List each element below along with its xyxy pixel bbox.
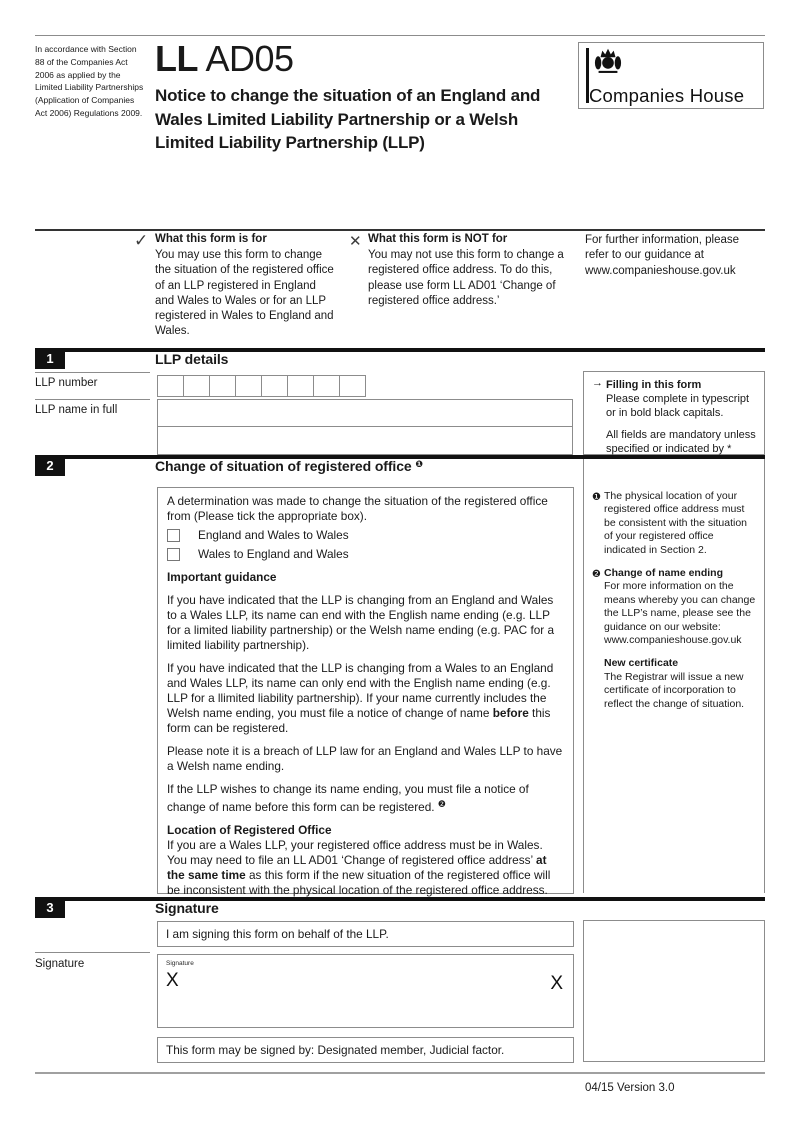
new-certificate-text: The Registrar will issue a new certificate of incorporation to reflect the change of situation. bbox=[604, 670, 745, 710]
section1-number: 1 bbox=[35, 348, 65, 369]
p5-pre: If you are a Wales LLP, your registered office address must be in Wales. You may need to file an LL AD01 ‘Change of registered office address’ bbox=[167, 838, 543, 867]
footnote-2-heading: Change of name ending bbox=[604, 567, 724, 580]
guidance-paragraph-1: If you have indicated that the LLP is changing from an England and Wales to a Wales LLP, its name can end with the English name ending (e.g. LLP for a limited liability partnership) or the Welsh name ending (e.g. PAC for a limited liability partnership). bbox=[167, 593, 555, 652]
llp-number-cell[interactable] bbox=[339, 375, 366, 397]
section2-main-box bbox=[157, 487, 574, 897]
arrow-icon: → bbox=[592, 377, 603, 389]
form-is-for-heading: What this form is for bbox=[155, 233, 267, 245]
section2-title-text: Change of situation of registered office bbox=[155, 458, 412, 474]
checkbox-row-w-to-ew bbox=[167, 547, 563, 562]
p5-bold: at the same time bbox=[167, 853, 547, 882]
llp-number-cell[interactable] bbox=[209, 375, 236, 397]
llp-name-row-2[interactable] bbox=[157, 426, 573, 455]
section1-bar bbox=[35, 348, 765, 352]
location-heading: Location of Registered Office bbox=[167, 823, 332, 837]
llp-number-cell[interactable] bbox=[235, 375, 262, 397]
p4-text: If the LLP wishes to change its name ending, you must file a notice of change of name before this form can be registered. bbox=[167, 782, 529, 814]
guidance-paragraph-2 bbox=[167, 661, 563, 736]
signature-side-box bbox=[583, 920, 765, 1062]
new-certificate-heading: New certificate bbox=[604, 657, 679, 670]
footnote-1-marker: ❶ bbox=[415, 459, 424, 469]
section3-bar bbox=[35, 897, 765, 901]
filling-in-note bbox=[583, 371, 765, 455]
form-code-prefix: LL bbox=[155, 38, 198, 79]
llp-number-cell[interactable] bbox=[287, 375, 314, 397]
important-guidance-heading: Important guidance bbox=[167, 570, 277, 584]
checkbox-label: England and Wales to Wales bbox=[198, 528, 349, 542]
top-rule bbox=[35, 35, 765, 36]
signing-statement-box bbox=[157, 921, 574, 947]
llp-number-cell[interactable] bbox=[313, 375, 340, 397]
form-code bbox=[155, 38, 294, 80]
signed-by-box bbox=[157, 1037, 574, 1063]
version-text: 04/15 Version 3.0 bbox=[585, 1082, 675, 1094]
guidance-paragraph-5 bbox=[167, 838, 563, 898]
llp-number-cell[interactable] bbox=[261, 375, 288, 397]
footnote-2 bbox=[593, 567, 756, 647]
llp-name-row-1[interactable] bbox=[157, 399, 573, 427]
royal-crest-icon bbox=[592, 46, 624, 81]
signature-rule bbox=[35, 952, 150, 953]
llp-number-cell[interactable] bbox=[157, 375, 184, 397]
form-not-for-heading: What this form is NOT for bbox=[368, 233, 508, 245]
logo-text: Companies House bbox=[589, 85, 745, 106]
section2-intro: A determination was made to change the situation of the registered office from (Please tick the appropriate box). bbox=[167, 494, 548, 523]
section3-number: 3 bbox=[35, 897, 65, 918]
footnote-1 bbox=[593, 490, 756, 557]
signature-inner-label: Signature bbox=[166, 960, 194, 967]
checkbox-wales-to-england-wales[interactable] bbox=[167, 548, 180, 561]
form-not-for-body: You may not use this form to change a registered office address. To do this, please use form LL AD01 ‘Change of registered office address.’ bbox=[368, 249, 564, 307]
signature-x-left: X bbox=[166, 970, 179, 991]
bottom-rule bbox=[35, 1072, 765, 1074]
section1-title: LLP details bbox=[155, 351, 229, 367]
signed-by-text: This form may be signed by: Designated member, Judicial factor. bbox=[166, 1043, 505, 1057]
filling-in-body-2: All fields are mandatory unless specified or indicated by * bbox=[606, 429, 756, 455]
check-icon: ✓ bbox=[134, 231, 149, 250]
signature-label: Signature bbox=[35, 958, 85, 970]
llp-number-label: LLP number bbox=[35, 377, 98, 389]
llp-name-rule bbox=[35, 399, 150, 400]
further-info: For further information, please refer to our guidance at www.companieshouse.gov.uk bbox=[585, 234, 740, 277]
cross-icon: ✕ bbox=[349, 233, 362, 250]
checkbox-row-ew-to-w bbox=[167, 528, 563, 543]
llp-number-rule bbox=[35, 372, 150, 373]
p5-post: as this form if the new situation of the registered office will be inconsistent with the physical location of the registered office address. bbox=[167, 868, 551, 897]
p2-post: this form can be registered. bbox=[167, 706, 551, 735]
guidance-paragraph-4 bbox=[167, 782, 563, 815]
checkbox-england-wales-to-wales[interactable] bbox=[167, 529, 180, 542]
llp-name-label: LLP name in full bbox=[35, 404, 118, 416]
section2-number: 2 bbox=[35, 455, 65, 476]
section3-title: Signature bbox=[155, 900, 219, 916]
signature-x-right: X bbox=[550, 973, 563, 994]
footnote-2-text: For more information on the means whereby you can change the LLP’s name, please see the guidance on our website: bbox=[604, 580, 756, 633]
footnote-2-url: www.companieshouse.gov.uk bbox=[604, 634, 742, 647]
footnote-2-marker: ❷ bbox=[437, 799, 446, 809]
section2-title bbox=[155, 458, 423, 474]
section2-sidebar bbox=[583, 459, 765, 893]
statutory-reference: In accordance with Section 88 of the Companies Act 2006 as applied by the Limited Liability Partnerships (Application of Companies Act 2006) Regulations 2009. bbox=[35, 44, 144, 118]
companies-house-logo bbox=[578, 42, 764, 109]
form-title: Notice to change the situation of an England and Wales Limited Liability Partnership or a Welsh Limited Liability Partnership (LLP) bbox=[155, 86, 541, 152]
new-certificate-note bbox=[593, 657, 756, 711]
signing-statement: I am signing this form on behalf of the LLP. bbox=[166, 927, 389, 941]
filling-in-heading: Filling in this form bbox=[606, 379, 702, 391]
form-is-for-body: You may use this form to change the situation of the registered office of an LLP registered in England and Wales to Wales or for an LLP registered in Wales to England and Wales. bbox=[155, 249, 334, 338]
checkbox-label: Wales to England and Wales bbox=[198, 547, 349, 561]
footnote-1-sidebar-marker: ❶ bbox=[592, 491, 601, 503]
footnote-2-sidebar-marker: ❷ bbox=[592, 568, 601, 580]
form-code-number: AD05 bbox=[205, 38, 294, 79]
p2-pre: If you have indicated that the LLP is changing from a Wales to an England and Wales LLP, its name can only end with the English name ending (e.g. LLP for a llimited liability partnership). If your name currently includes the Welsh name ending, you must file a notice of change of name bbox=[167, 661, 554, 720]
llp-number-cells bbox=[157, 375, 366, 397]
footnote-1-text: The physical location of your registered office address must be consistent with the situation of your registered office indicated in Section 2. bbox=[604, 490, 748, 556]
p2-bold: before bbox=[492, 706, 529, 720]
llp-number-cell[interactable] bbox=[183, 375, 210, 397]
signature-field[interactable] bbox=[157, 954, 574, 1028]
guidance-paragraph-3: Please note it is a breach of LLP law for an England and Wales LLP to have a Welsh name ending. bbox=[167, 744, 563, 773]
filling-in-body-1: Please complete in typescript or in bold black capitals. bbox=[606, 393, 750, 419]
